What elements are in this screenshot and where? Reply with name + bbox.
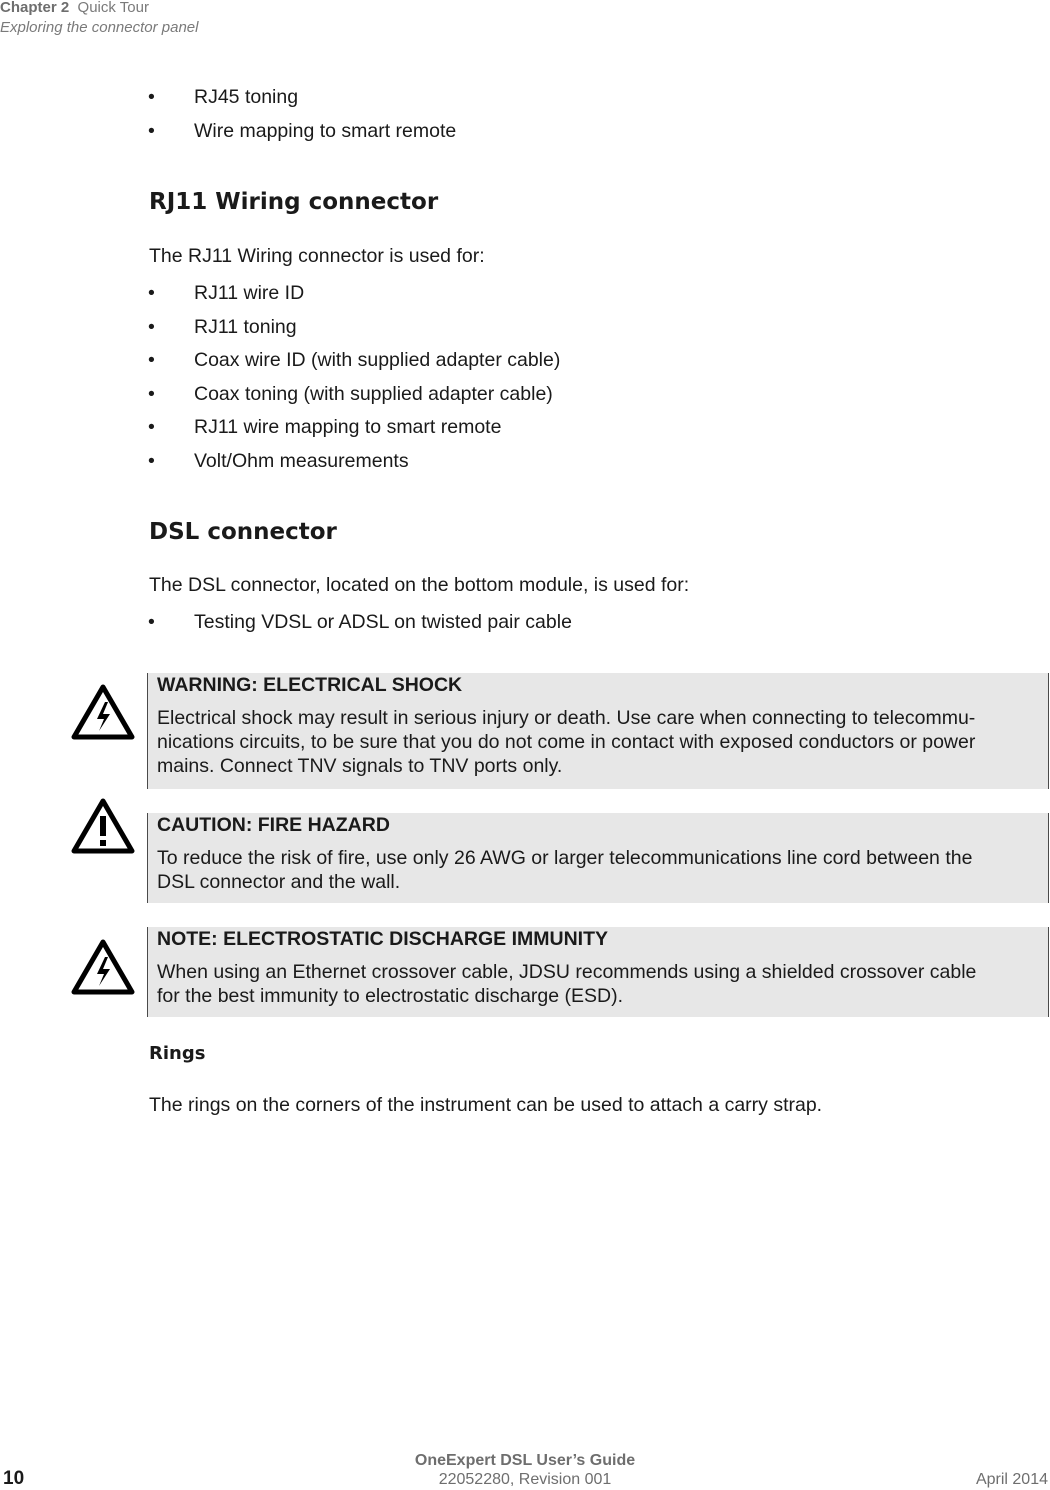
list-item: • RJ11 wire mapping to smart remote xyxy=(148,415,560,449)
list-item: • RJ11 wire ID xyxy=(148,281,560,315)
footer-guide-title: OneExpert DSL User’s Guide xyxy=(414,1452,636,1469)
list-item: • Coax toning (with supplied adapter cable) xyxy=(148,382,560,416)
dsl-intro: The DSL connector, located on the bottom module, is used for: xyxy=(149,574,690,596)
page-number: 10 xyxy=(3,1468,25,1489)
warning-body xyxy=(157,706,1040,778)
list-item: • Testing VDSL or ADSL on twisted pair cable xyxy=(148,610,572,644)
rings-text: The rings on the corners of the instrument can be used to attach a carry strap. xyxy=(149,1094,823,1116)
note-line: When using an Ethernet crossover cable, JDSU recommends using a shielded crossover cable xyxy=(157,961,977,983)
caution-title: CAUTION: FIRE HAZARD xyxy=(157,814,390,836)
electrical-shock-warning-icon xyxy=(70,683,136,741)
intro-bullet-list xyxy=(148,85,456,152)
list-item: • Volt/Ohm measurements xyxy=(148,449,560,483)
electrostatic-discharge-icon xyxy=(70,938,136,996)
chapter-label: Chapter 2 xyxy=(0,0,70,16)
section-title: Exploring the connector panel xyxy=(0,19,199,36)
caution-line: DSL connector and the wall. xyxy=(157,871,401,893)
caution-body xyxy=(157,846,1040,894)
chapter-line xyxy=(0,0,198,18)
caution-line: To reduce the risk of fire, use only 26 AWG or larger telecommunications line cord between the xyxy=(157,847,973,869)
dsl-heading: DSL connector xyxy=(149,519,337,545)
list-item: • Coax wire ID (with supplied adapter cable) xyxy=(148,348,560,382)
warning-notice xyxy=(147,673,1049,789)
list-item: • RJ45 toning xyxy=(148,85,456,119)
caution-notice xyxy=(147,813,1049,903)
rings-heading: Rings xyxy=(149,1043,206,1064)
footer-date: April 2014 xyxy=(975,1471,1048,1488)
rj11-intro: The RJ11 Wiring connector is used for: xyxy=(149,245,485,267)
note-body xyxy=(157,960,1040,1008)
exclamation-warning-icon xyxy=(70,797,136,855)
list-item: • Wire mapping to smart remote xyxy=(148,119,456,153)
note-notice xyxy=(147,927,1049,1017)
warning-line: mains. Connect TNV signals to TNV ports only. xyxy=(157,755,563,777)
note-line: for the best immunity to electrostatic discharge (ESD). xyxy=(157,985,624,1007)
rj11-bullet-list xyxy=(148,281,560,482)
running-header xyxy=(0,0,198,38)
chapter-title: Quick Tour xyxy=(77,0,149,16)
note-title: NOTE: ELECTROSTATIC DISCHARGE IMMUNITY xyxy=(157,928,609,950)
rj11-heading: RJ11 Wiring connector xyxy=(149,189,439,215)
list-item: • RJ11 toning xyxy=(148,315,560,349)
warning-title: WARNING: ELECTRICAL SHOCK xyxy=(157,674,463,696)
footer-revision: 22052280, Revision 001 xyxy=(438,1471,612,1488)
warning-line: nications circuits, to be sure that you do not come in contact with exposed conductors or power xyxy=(157,731,976,753)
dsl-bullet-list xyxy=(148,610,572,644)
warning-line: Electrical shock may result in serious injury or death. Use care when connecting to telecommu- xyxy=(157,707,976,729)
